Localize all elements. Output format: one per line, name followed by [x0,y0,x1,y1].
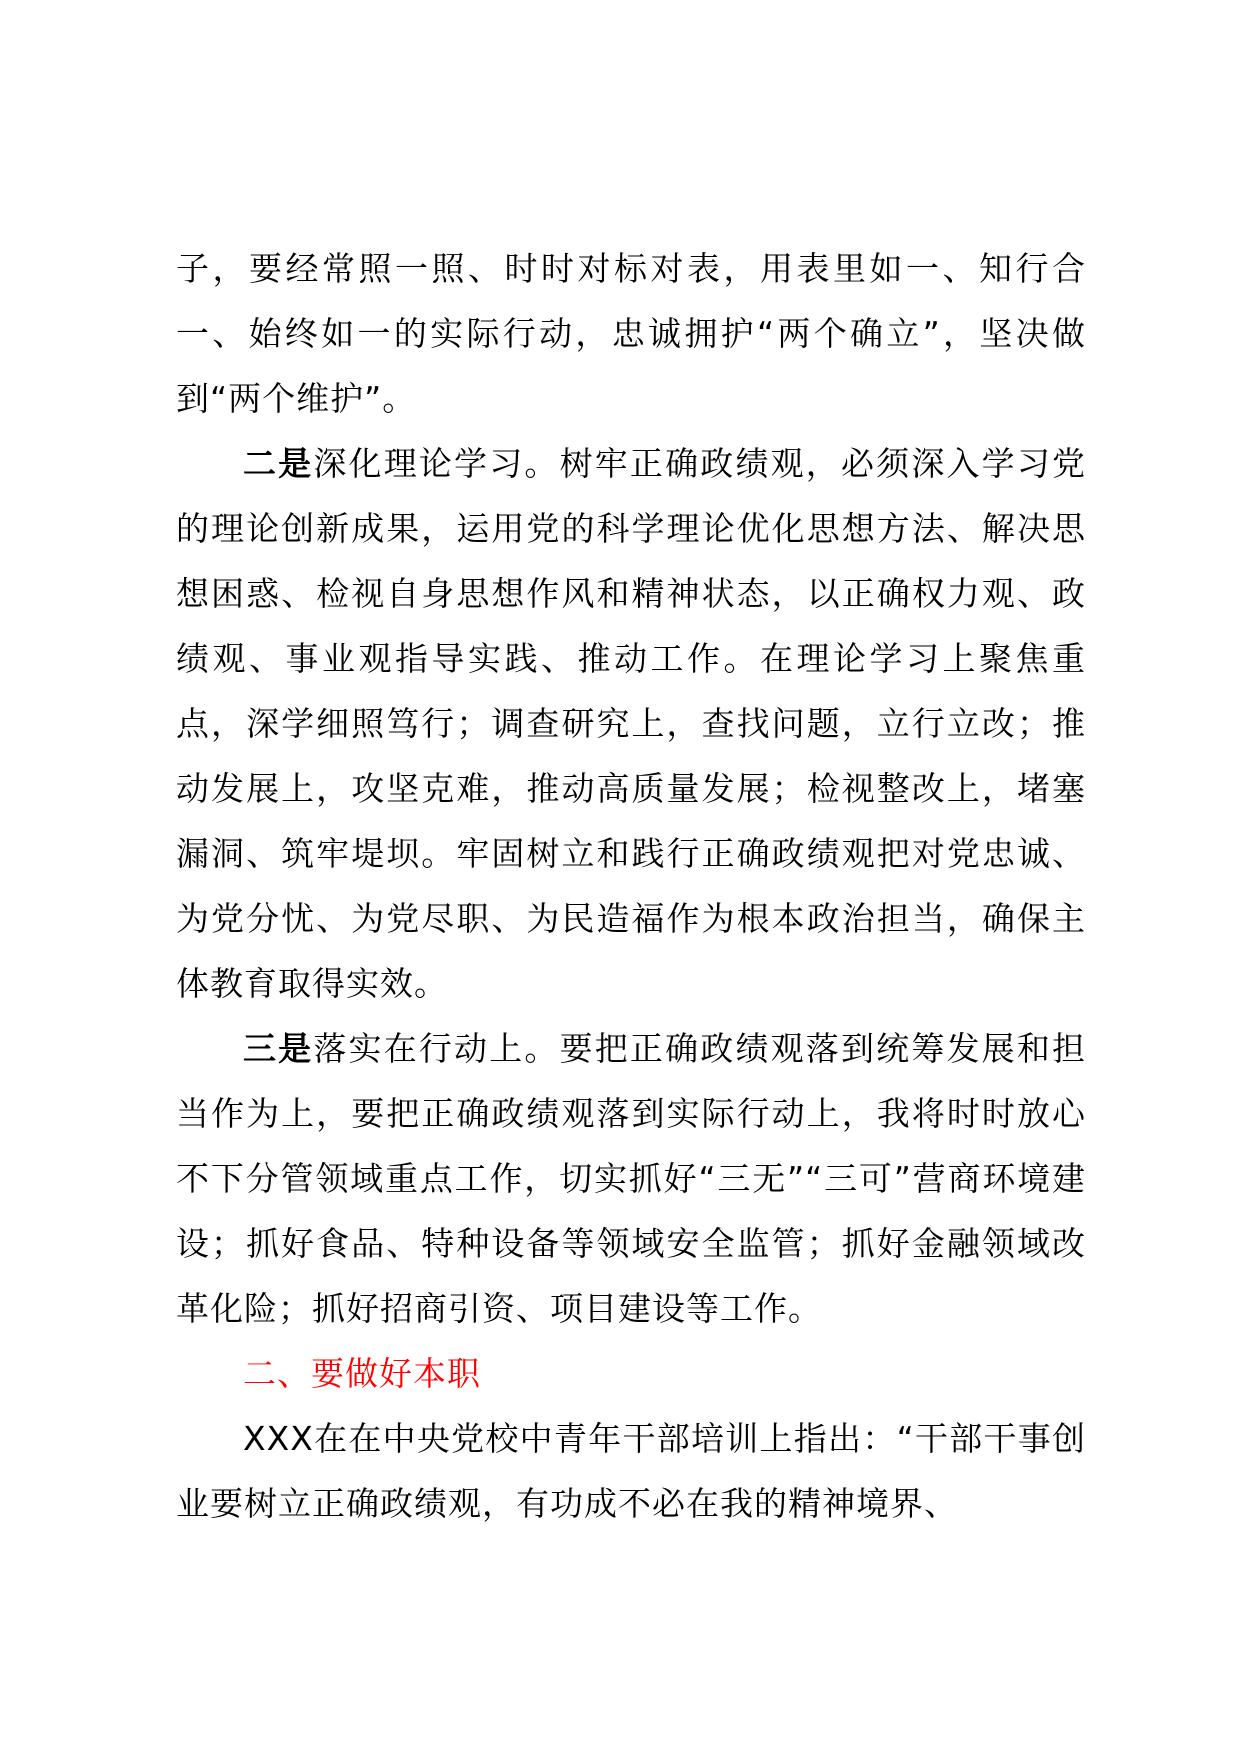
document-body [176,236,1086,1536]
paragraph-text: XXX在在中央党校中青年干部培训上指出：“干部干事创业要树立正确政绩观，有功成不必在我的精神境界、 [176,1419,1086,1523]
paragraph-lead: 二是 [243,444,314,483]
paragraph-continuation [176,236,1086,431]
paragraph-action [176,1016,1086,1341]
paragraph-text: 落实在行动上。要把正确政绩观落到统筹发展和担当作为上，要把正确政绩观落到实际行动上，我将时时放心不下分管领域重点工作，切实抓好“三无”“三可”营商环境建设；抓好食品、特种设备等领域安全监管；抓好金融领域改革化险；抓好招商引资、项目建设等工作。 [176,1029,1087,1328]
paragraph-text: 子，要经常照一照、时时对标对表，用表里如一、知行合一、始终如一的实际行动，忠诚拥护“两个确立”，坚决做到“两个维护”。 [176,249,1086,418]
paragraph-theory-study [176,431,1086,1016]
section-heading: 二、要做好本职 [243,1354,481,1393]
paragraph-closing [176,1406,1086,1536]
paragraph-text: 深化理论学习。树牢正确政绩观，必须深入学习党的理论创新成果，运用党的科学理论优化思想方法、解决思想困惑、检视自身思想作风和精神状态，以正确权力观、政绩观、事业观指导实践、推动工作。在理论学习上聚焦重点，深学细照笃行；调查研究上，查找问题，立行立改；推动发展上，攻坚克难，推动高质量发展；检视整改上，堵塞漏洞、筑牢堤坝。牢固树立和践行正确政绩观把对党忠诚、为党分忧、为党尽职、为民造福作为根本政治担当，确保主体教育取得实效。 [176,444,1087,1003]
paragraph-lead: 三是 [243,1029,314,1068]
